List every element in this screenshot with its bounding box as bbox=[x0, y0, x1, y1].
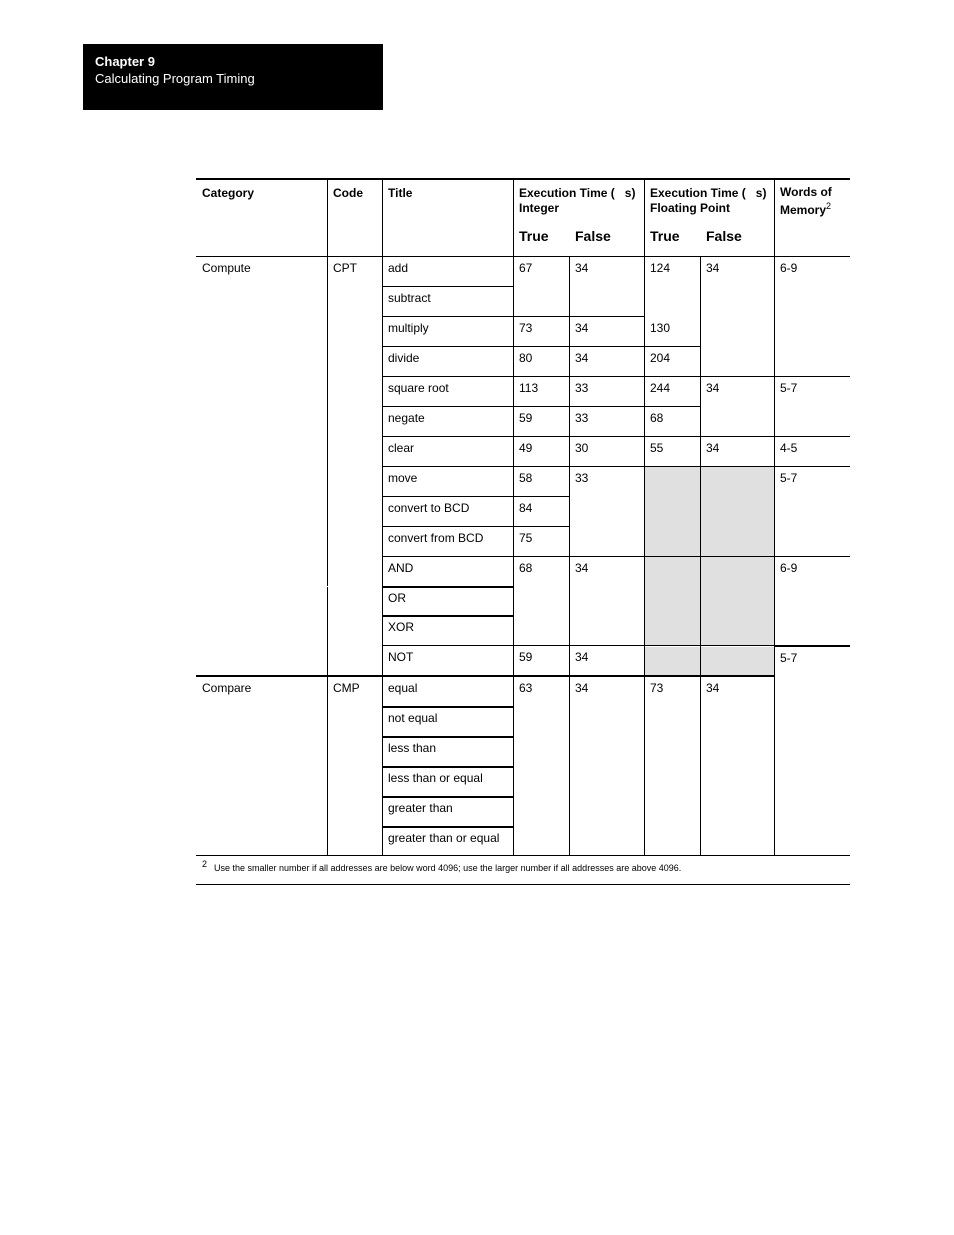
rule-row bbox=[382, 706, 514, 708]
title-cell: multiply bbox=[388, 321, 429, 335]
fp-true-cell: 55 bbox=[650, 441, 664, 455]
col-divider bbox=[327, 178, 328, 586]
title-cell: less than bbox=[388, 741, 437, 755]
category-cell: Compute bbox=[202, 261, 251, 275]
int-false-cell: 30 bbox=[575, 441, 589, 455]
category-cell: Compare bbox=[202, 681, 252, 695]
title-cell: add bbox=[388, 261, 409, 275]
rule-row bbox=[382, 796, 514, 798]
rule-row bbox=[382, 526, 570, 527]
footnote-text: Use the smaller number if all addresses are below word 4096; use the larger number if all addresses are above 4096. bbox=[214, 863, 682, 873]
int-true-cell: 80 bbox=[519, 351, 533, 365]
code-cell: CPT bbox=[333, 261, 357, 275]
int-true-cell: 49 bbox=[519, 441, 533, 455]
chapter-label: Chapter 9 bbox=[95, 54, 155, 69]
fp-false-cell: 34 bbox=[706, 261, 720, 275]
title-cell: subtract bbox=[388, 291, 431, 305]
title-cell: OR bbox=[388, 591, 406, 605]
rule-row bbox=[382, 376, 850, 377]
title-cell: square root bbox=[388, 381, 449, 395]
col-divider bbox=[569, 256, 570, 855]
header-exec-integer-line1: Execution Time ( s) bbox=[519, 186, 636, 200]
rule-footnote-bottom bbox=[196, 884, 850, 885]
int-true-cell: 68 bbox=[519, 561, 533, 575]
header-exec-fp-line2: Floating Point bbox=[650, 201, 730, 215]
int-false-cell: 34 bbox=[575, 321, 589, 335]
header-int-true: True bbox=[519, 228, 549, 244]
title-cell: greater than or equal bbox=[388, 831, 500, 845]
header-code: Code bbox=[333, 186, 363, 200]
fp-true-cell: 68 bbox=[650, 411, 664, 425]
header-words-line2: Memory$^2$ bbox=[780, 201, 832, 217]
fp-true-cell: 124 bbox=[650, 261, 671, 275]
shaded-cell bbox=[645, 557, 774, 645]
words-cell: 5-7 bbox=[780, 471, 798, 485]
col-divider bbox=[513, 178, 514, 855]
rule-row bbox=[382, 766, 514, 768]
rule-row bbox=[382, 736, 514, 738]
title-cell: AND bbox=[388, 561, 414, 575]
col-divider bbox=[382, 178, 383, 855]
int-false-cell: 34 bbox=[575, 650, 589, 664]
title-cell: move bbox=[388, 471, 418, 485]
col-divider bbox=[700, 256, 701, 855]
int-true-cell: 67 bbox=[519, 261, 533, 275]
fp-true-cell: 130 bbox=[650, 321, 671, 335]
instruction-timing-table bbox=[196, 178, 850, 886]
header-fp-true: True bbox=[650, 228, 680, 244]
shaded-cell bbox=[645, 467, 774, 556]
rule-header-bottom bbox=[196, 256, 850, 257]
rule-row bbox=[774, 645, 850, 647]
rule-row bbox=[382, 615, 514, 617]
title-cell: convert to BCD bbox=[388, 501, 470, 515]
header-category: Category bbox=[202, 186, 255, 200]
int-true-cell: 59 bbox=[519, 650, 533, 664]
words-cell: 5-7 bbox=[780, 381, 798, 395]
rule-row bbox=[382, 586, 514, 588]
int-true-cell: 84 bbox=[519, 501, 533, 515]
header-int-false: False bbox=[575, 228, 611, 244]
header-fp-false: False bbox=[706, 228, 742, 244]
title-cell: not equal bbox=[388, 711, 438, 725]
int-true-cell: 63 bbox=[519, 681, 533, 695]
int-false-cell: 34 bbox=[575, 681, 589, 695]
int-false-cell: 34 bbox=[575, 351, 589, 365]
int-false-cell: 34 bbox=[575, 561, 589, 575]
rule-row bbox=[382, 496, 570, 497]
int-false-cell: 33 bbox=[575, 471, 589, 485]
chapter-header bbox=[83, 44, 383, 110]
title-cell: clear bbox=[388, 441, 415, 455]
fp-false-cell: 34 bbox=[706, 441, 720, 455]
int-false-cell: 33 bbox=[575, 411, 589, 425]
chapter-title: Calculating Program Timing bbox=[95, 71, 255, 86]
col-divider bbox=[327, 587, 328, 855]
header-title: Title bbox=[388, 186, 413, 200]
col-divider bbox=[774, 178, 775, 855]
footnote-number: 2 bbox=[202, 859, 208, 869]
int-true-cell: 75 bbox=[519, 531, 533, 545]
int-true-cell: 59 bbox=[519, 411, 533, 425]
int-true-cell: 73 bbox=[519, 321, 533, 335]
fp-true-cell: 244 bbox=[650, 381, 671, 395]
words-cell: 4-5 bbox=[780, 441, 798, 455]
title-cell: divide bbox=[388, 351, 420, 365]
footnote-ref: 2 bbox=[826, 201, 832, 211]
rule-row bbox=[382, 645, 774, 646]
fp-false-cell: 34 bbox=[706, 681, 720, 695]
int-false-cell: 34 bbox=[575, 261, 589, 275]
rule-table-bottom bbox=[196, 855, 850, 856]
rule-row bbox=[382, 466, 850, 467]
title-cell: less than or equal bbox=[388, 771, 483, 785]
title-cell: negate bbox=[388, 411, 425, 425]
words-cell: 5-7 bbox=[780, 651, 798, 665]
int-true-cell: 58 bbox=[519, 471, 533, 485]
rule-top bbox=[196, 178, 850, 180]
header-words-line1: Words of bbox=[780, 185, 832, 199]
rule-row bbox=[382, 826, 514, 828]
fp-true-cell: 73 bbox=[650, 681, 664, 695]
title-cell: XOR bbox=[388, 620, 415, 634]
header-exec-fp-line1: Execution Time ( s) bbox=[650, 186, 767, 200]
words-cell: 6-9 bbox=[780, 561, 798, 575]
title-cell: greater than bbox=[388, 801, 453, 815]
rule-row bbox=[382, 346, 700, 347]
col-divider bbox=[644, 178, 645, 855]
fp-false-cell: 34 bbox=[706, 381, 720, 395]
int-true-cell: 113 bbox=[519, 381, 539, 395]
words-cell: 6-9 bbox=[780, 261, 798, 275]
rule-row bbox=[382, 436, 850, 437]
code-cell: CMP bbox=[333, 681, 360, 695]
rule-row bbox=[382, 556, 850, 557]
title-cell: convert from BCD bbox=[388, 531, 484, 545]
title-cell: equal bbox=[388, 681, 418, 695]
header-exec-integer-line2: Integer bbox=[519, 201, 560, 215]
title-cell: NOT bbox=[388, 650, 414, 664]
shaded-cell bbox=[645, 647, 774, 675]
rule-row bbox=[382, 406, 700, 407]
rule-row bbox=[382, 286, 514, 287]
int-false-cell: 33 bbox=[575, 381, 589, 395]
rule-category bbox=[196, 675, 774, 677]
fp-true-cell: 204 bbox=[650, 351, 671, 365]
